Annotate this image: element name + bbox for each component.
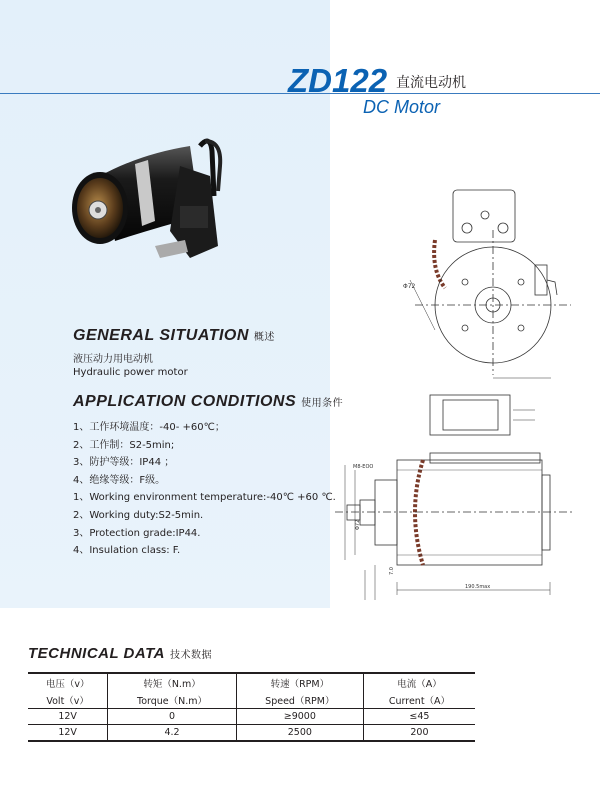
table-row — [28, 725, 475, 742]
table-cell: 12V — [28, 725, 108, 742]
motor-photo — [60, 136, 240, 276]
application-list — [73, 419, 336, 560]
table-header-cell: 电压（v） — [28, 673, 108, 691]
table-header-en-row — [28, 691, 475, 709]
application-item: 1、Working environment temperature:-40℃ +60 ℃. — [73, 492, 336, 504]
table-header-cell: Current（A） — [363, 691, 475, 709]
application-item: 2、Working duty:S2-5min. — [73, 509, 204, 521]
application-item: 3、Protection grade:IP44. — [73, 527, 201, 539]
table-cell: ≤45 — [363, 709, 475, 725]
general-heading-cn: 概述 — [253, 332, 275, 343]
table-header-cn-row — [28, 673, 475, 691]
application-heading-cn: 使用条件 — [301, 398, 344, 409]
table-header-cell: Speed（RPM） — [236, 691, 363, 709]
table-row — [28, 709, 475, 725]
table-header-cell: Volt（v） — [46, 695, 89, 707]
table-cell: ≥9000 — [236, 709, 363, 725]
general-heading-en: GENERAL SITUATION — [73, 327, 249, 344]
product-subtitle: DC Motor — [363, 97, 441, 117]
application-item: 1、工作环境温度：-40- +60℃； — [73, 422, 225, 433]
application-item: 3、防护等级：IP44 ； — [73, 457, 175, 469]
application-heading-en: APPLICATION CONDITIONS — [73, 393, 297, 410]
mount-label: M8-EOO — [353, 464, 374, 470]
table-cell: 0 — [108, 709, 236, 725]
technical-table — [28, 672, 475, 742]
technical-heading — [28, 645, 212, 662]
application-item: 4、绝缘等级：F级。 — [73, 474, 166, 486]
application-item: 4、Insulation class: F. — [73, 545, 181, 557]
model-title: ZD122 — [288, 62, 388, 99]
technical-drawing — [335, 170, 595, 610]
table-header-cell: 转矩（N.m） — [108, 673, 236, 691]
general-desc-en: Hydraulic power motor — [73, 367, 188, 378]
table-cell: 4.2 — [108, 725, 236, 742]
table-header-cell: 转速（RPM） — [236, 673, 363, 691]
length-label: 190.5max — [465, 584, 491, 590]
application-item: 2、工作制：S2-5min; — [73, 439, 175, 451]
table-cell: 200 — [363, 725, 475, 742]
diameter-label: Φ72 — [403, 283, 416, 290]
table-header-cell: 电流（A） — [363, 673, 475, 691]
dim-label-2: 7.0 — [389, 567, 395, 575]
general-heading — [73, 327, 275, 345]
technical-heading-cn: 技术数据 — [170, 650, 212, 661]
table-header-cell: Torque（N.m） — [108, 691, 236, 709]
table-cell: 2500 — [236, 725, 363, 742]
general-desc-cn: 液压动力用电动机 — [73, 354, 153, 365]
model-title-cn: 直流电动机 — [396, 75, 466, 91]
dim-label-1: Φ72 — [355, 519, 361, 530]
technical-heading-en: TECHNICAL DATA — [28, 645, 165, 662]
table-cell: 12V — [28, 709, 108, 725]
application-heading — [73, 393, 343, 411]
